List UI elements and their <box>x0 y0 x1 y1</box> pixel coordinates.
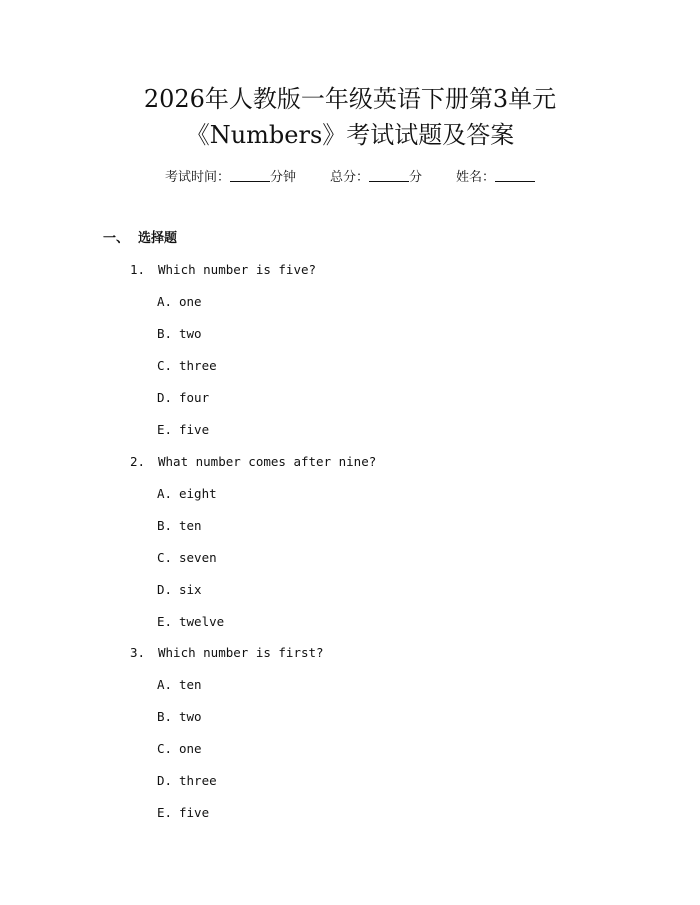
option-text: two <box>179 709 202 724</box>
option-letter: D. <box>157 773 173 788</box>
option-text: three <box>179 358 217 373</box>
question-1-option-a <box>157 292 202 312</box>
option-text: eight <box>179 486 217 501</box>
option-letter: D. <box>157 582 173 597</box>
question-2-option-a <box>157 484 217 504</box>
option-letter: A. <box>157 677 173 692</box>
option-text: one <box>179 294 202 309</box>
question-2-option-b <box>157 516 202 536</box>
option-text: twelve <box>179 614 225 629</box>
question-3-option-a <box>157 675 202 695</box>
question-3-option-d <box>157 771 217 791</box>
option-letter: E. <box>157 614 173 629</box>
option-text: six <box>179 582 202 597</box>
total-score-field <box>330 168 422 188</box>
option-text: ten <box>179 518 202 533</box>
option-letter: C. <box>157 550 173 565</box>
question-2-option-d <box>157 580 202 600</box>
total-score-unit: 分 <box>409 170 423 185</box>
section-title: 选择题 <box>138 231 178 246</box>
option-letter: E. <box>157 805 173 820</box>
exam-time-field <box>165 168 296 188</box>
question-number: 3. <box>130 645 146 660</box>
option-text: ten <box>179 677 202 692</box>
question-text: What number comes after nine? <box>158 454 377 469</box>
document-title-line-1: 2026年人教版一年级英语下册第3单元 <box>143 85 557 113</box>
option-text: two <box>179 326 202 341</box>
section-heading <box>103 229 177 249</box>
section-number: 一、 <box>103 231 130 246</box>
option-letter: B. <box>157 709 173 724</box>
option-text: four <box>179 390 210 405</box>
option-letter: D. <box>157 390 173 405</box>
question-3-option-e <box>157 803 209 823</box>
question-2 <box>130 452 376 472</box>
option-text: seven <box>179 550 217 565</box>
option-text: three <box>179 773 217 788</box>
option-letter: E. <box>157 422 173 437</box>
option-letter: B. <box>157 326 173 341</box>
question-number: 2. <box>130 454 146 469</box>
option-letter: C. <box>157 358 173 373</box>
question-text: Which number is five? <box>158 262 317 277</box>
question-3 <box>130 643 324 663</box>
question-1-option-d <box>157 388 209 408</box>
exam-time-blank <box>230 168 270 182</box>
option-letter: B. <box>157 518 173 533</box>
question-number: 1. <box>130 262 146 277</box>
question-1-option-e <box>157 420 209 440</box>
document-title-line-2: 《Numbers》考试试题及答案 <box>185 121 515 149</box>
student-name-blank <box>495 168 535 182</box>
question-text: Which number is first? <box>158 645 324 660</box>
option-letter: A. <box>157 294 173 309</box>
question-1-option-c <box>157 356 217 376</box>
total-score-blank <box>369 168 409 182</box>
option-letter: C. <box>157 741 173 756</box>
exam-info-bar <box>0 168 700 188</box>
student-name-label: 姓名： <box>456 170 496 185</box>
question-2-option-e <box>157 612 224 632</box>
option-text: five <box>179 422 210 437</box>
question-1-option-b <box>157 324 202 344</box>
student-name-field <box>456 168 535 188</box>
option-letter: A. <box>157 486 173 501</box>
option-text: five <box>179 805 210 820</box>
question-1 <box>130 260 316 280</box>
question-3-option-c <box>157 739 202 759</box>
exam-time-label: 考试时间： <box>164 170 230 185</box>
question-3-option-b <box>157 707 202 727</box>
question-2-option-c <box>157 548 217 568</box>
total-score-label: 总分： <box>329 170 369 185</box>
exam-time-unit: 分钟 <box>269 170 296 185</box>
option-text: one <box>179 741 202 756</box>
